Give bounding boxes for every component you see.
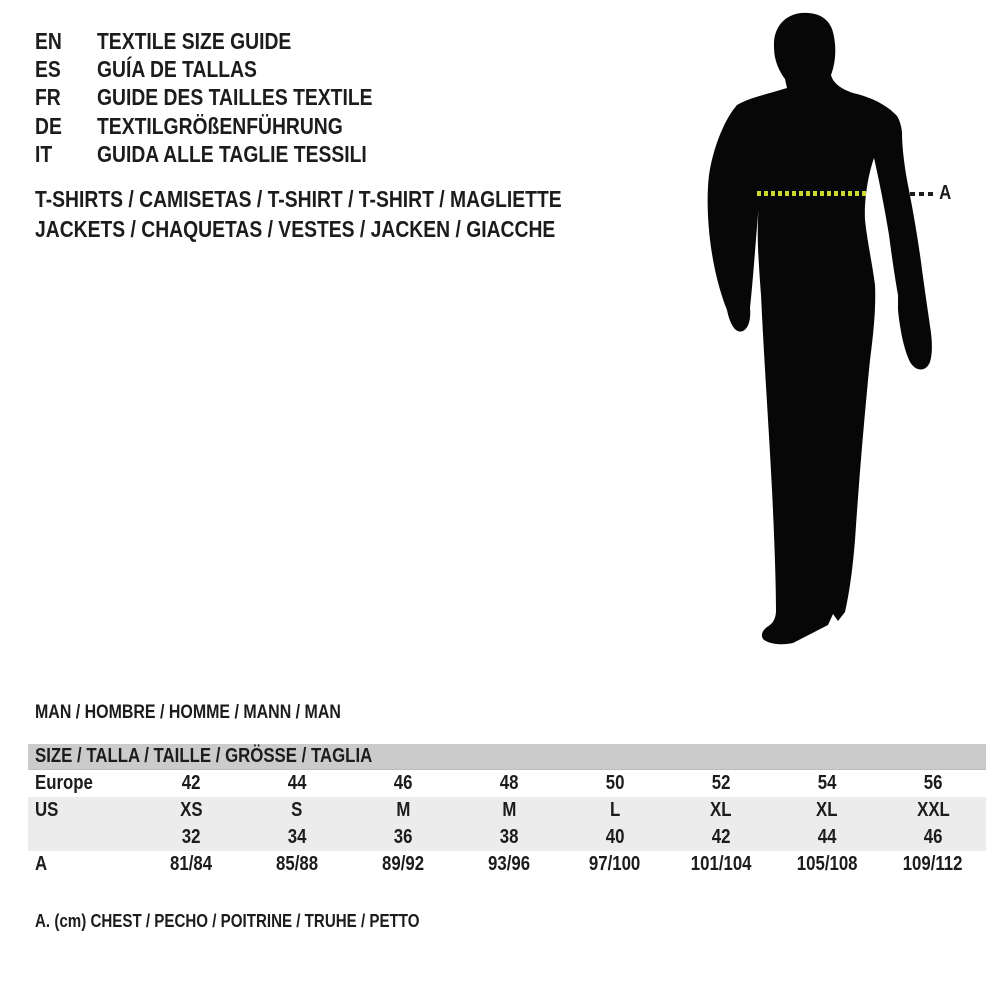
size-cell: 40 (605, 826, 625, 848)
size-table-row (28, 770, 986, 797)
size-cell: 46 (393, 772, 413, 794)
size-cell: 81/84 (169, 853, 213, 875)
size-table-header (28, 744, 986, 770)
row-label: US (35, 799, 59, 821)
size-cell: 54 (817, 772, 837, 794)
size-cell: 44 (287, 772, 307, 794)
size-cell: 93/96 (487, 853, 531, 875)
man-silhouette-figure (680, 0, 1000, 660)
size-cell: 48 (499, 772, 519, 794)
size-table (28, 744, 986, 878)
language-row (35, 55, 425, 83)
category-line (35, 185, 662, 215)
size-cell: 44 (817, 826, 837, 848)
language-label: GUIDA ALLE TAGLIE TESSILI (97, 141, 367, 168)
size-cell: 85/88 (275, 853, 319, 875)
measure-pointer-dashes (910, 192, 935, 196)
size-cell: 42 (181, 772, 201, 794)
row-label: A (35, 853, 48, 875)
size-cell: 89/92 (381, 853, 425, 875)
size-cell: M (501, 799, 516, 821)
section-title (35, 702, 399, 724)
category-line (35, 215, 662, 245)
size-cell: 38 (499, 826, 519, 848)
size-cell: XL (816, 799, 838, 821)
size-cell: XS (179, 799, 203, 821)
size-cell: XL (710, 799, 732, 821)
language-label: GUIDE DES TAILLES TEXTILE (97, 84, 373, 111)
size-table-row (28, 797, 986, 824)
chest-measure-dotted-line (757, 191, 866, 196)
row-label: Europe (35, 772, 93, 794)
size-cell: L (609, 799, 621, 821)
size-cell: 46 (923, 826, 943, 848)
language-label: GUÍA DE TALLAS (97, 56, 257, 83)
size-cell: S (291, 799, 303, 821)
language-label: TEXTILE SIZE GUIDE (97, 27, 292, 54)
size-cell: 50 (605, 772, 625, 794)
size-cell: 32 (181, 826, 201, 848)
language-code: EN (35, 27, 62, 54)
size-cell: 52 (711, 772, 731, 794)
size-table-row (28, 824, 986, 851)
category-tshirts: T-SHIRTS / CAMISETAS / T-SHIRT / T-SHIRT / MAGLIETTE (35, 186, 562, 213)
language-row (35, 84, 425, 112)
section-title-text: MAN / HOMBRE / HOMME / MANN / MAN (35, 702, 341, 723)
language-row (35, 141, 425, 169)
language-list (35, 27, 425, 169)
measure-point-letter: A (939, 182, 952, 204)
language-code: DE (35, 112, 62, 139)
size-table-row (28, 851, 986, 878)
size-cell: 109/112 (903, 853, 963, 875)
language-label: TEXTILGRÖßENFÜHRUNG (97, 112, 343, 139)
language-row (35, 27, 425, 55)
size-cell: M (395, 799, 410, 821)
man-silhouette-icon (680, 0, 1000, 660)
size-cell: 97/100 (589, 853, 641, 875)
size-table-rows (28, 770, 986, 878)
size-cell: XXL (916, 799, 950, 821)
footnote (35, 911, 493, 932)
language-code: ES (35, 56, 61, 83)
language-code: IT (35, 141, 53, 168)
category-jackets: JACKETS / CHAQUETAS / VESTES / JACKEN / GIACCHE (35, 215, 556, 242)
language-code: FR (35, 84, 61, 111)
footnote-text: A. (cm) CHEST / PECHO / POITRINE / TRUHE / PETTO (35, 911, 420, 931)
size-cell: 105/108 (796, 853, 858, 875)
category-list (35, 185, 662, 244)
size-cell: 34 (287, 826, 307, 848)
measure-point-label (938, 182, 952, 205)
size-cell: 36 (393, 826, 413, 848)
size-cell: 101/104 (690, 853, 752, 875)
language-row (35, 112, 425, 140)
size-cell: 56 (923, 772, 943, 794)
size-table-header-text: SIZE / TALLA / TAILLE / GRÖSSE / TAGLIA (35, 745, 373, 767)
size-cell: 42 (711, 826, 731, 848)
row-label (28, 826, 138, 849)
